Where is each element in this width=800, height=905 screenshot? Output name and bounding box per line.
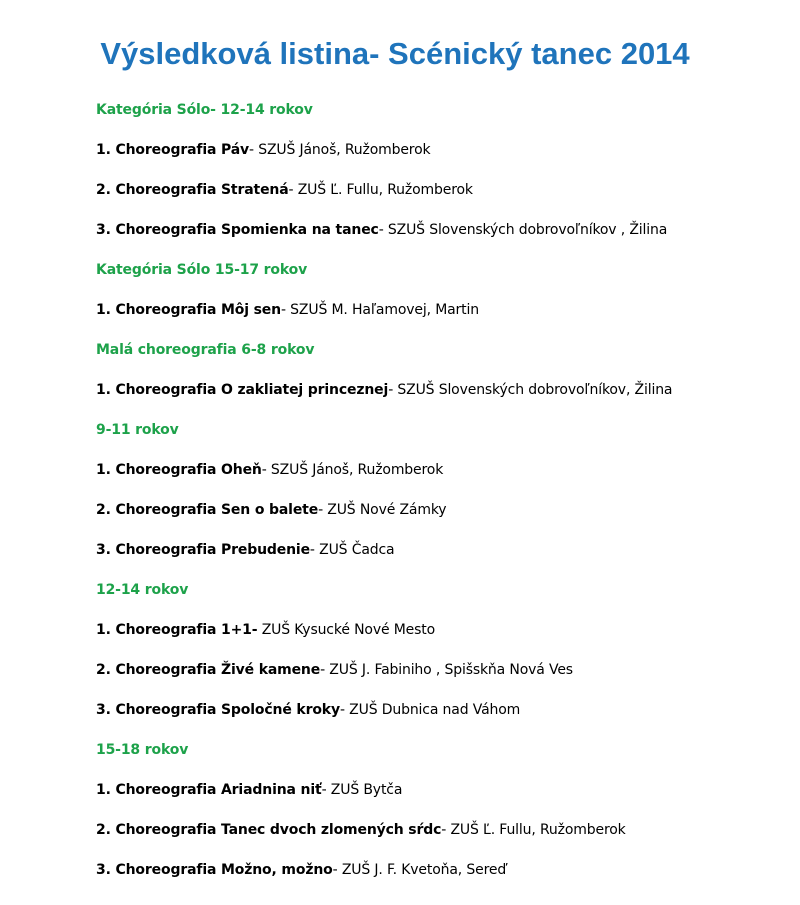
school-name: - ZUŠ J. F. Kvetoňa, Sereď [332,862,507,878]
result-entry [96,620,786,660]
results-list [96,100,786,900]
result-entry [96,860,786,900]
choreography-name: 1. Choreografia Oheň [96,462,262,478]
category-heading: Malá choreografia 6-8 rokov [96,342,315,358]
result-entry [96,500,786,540]
school-name: - ZUŠ Ľ. Fullu, Ružomberok [288,182,473,198]
category-heading: Kategória Sólo- 12-14 rokov [96,102,313,118]
school-name: ZUŠ Kysucké Nové Mesto [257,622,436,638]
category-heading: 15-18 rokov [96,742,189,758]
school-name: - ZUŠ Ľ. Fullu, Ružomberok [441,822,626,838]
result-entry [96,220,786,260]
school-name: - ZUŠ Čadca [309,542,395,558]
choreography-name: 2. Choreografia Stratená [96,182,289,198]
category-heading: 9-11 rokov [96,422,179,438]
result-entry [96,820,786,860]
result-entry [96,140,786,180]
page-title: Výsledková listina- Scénický tanec 2014 [100,36,690,71]
choreography-name: 3. Choreografia Spomienka na tanec [96,222,379,238]
choreography-name: 1. Choreografia O zakliatej princeznej [96,382,389,398]
result-entry [96,460,786,500]
choreography-name: 2. Choreografia Sen o balete [96,502,319,518]
choreography-name: 3. Choreografia Možno, možno [96,862,333,878]
choreography-name: 1. Choreografia Páv [96,142,250,158]
school-name: - ZUŠ Dubnica nad Váhom [339,702,521,718]
choreography-name: 3. Choreografia Spoločné kroky [96,702,340,718]
choreography-name: 3. Choreografia Prebudenie [96,542,310,558]
school-name: - ZUŠ Bytča [321,782,403,798]
school-name: - SZUŠ Jánoš, Ružomberok [261,462,444,478]
category-heading: 12-14 rokov [96,582,189,598]
school-name: - SZUŠ Jánoš, Ružomberok [249,142,431,158]
result-entry [96,540,786,580]
choreography-name: 1. Choreografia Ariadnina niť [96,782,322,798]
choreography-name: 1. Choreografia Môj sen [96,302,281,318]
result-entry [96,380,786,420]
choreography-name: 2. Choreografia Živé kamene [96,662,321,678]
school-name: - ZUŠ Nové Zámky [318,502,447,518]
choreography-name: 2. Choreografia Tanec dvoch zlomených sŕdc [96,822,442,838]
result-entry [96,700,786,740]
result-entry [96,300,786,340]
choreography-name: 1. Choreografia 1+1- [96,622,258,638]
result-entry [96,180,786,220]
school-name: - SZUŠ Slovenských dobrovoľníkov, Žilina [388,382,673,398]
school-name: - ZUŠ J. Fabiniho , Spišskňa Nová Ves [320,662,573,678]
school-name: - SZUŠ Slovenských dobrovoľníkov , Žilina [378,222,668,238]
result-entry [96,660,786,700]
category-heading: Kategória Sólo 15-17 rokov [96,262,308,278]
school-name: - SZUŠ M. Haľamovej, Martin [280,302,479,318]
result-entry [96,780,786,820]
